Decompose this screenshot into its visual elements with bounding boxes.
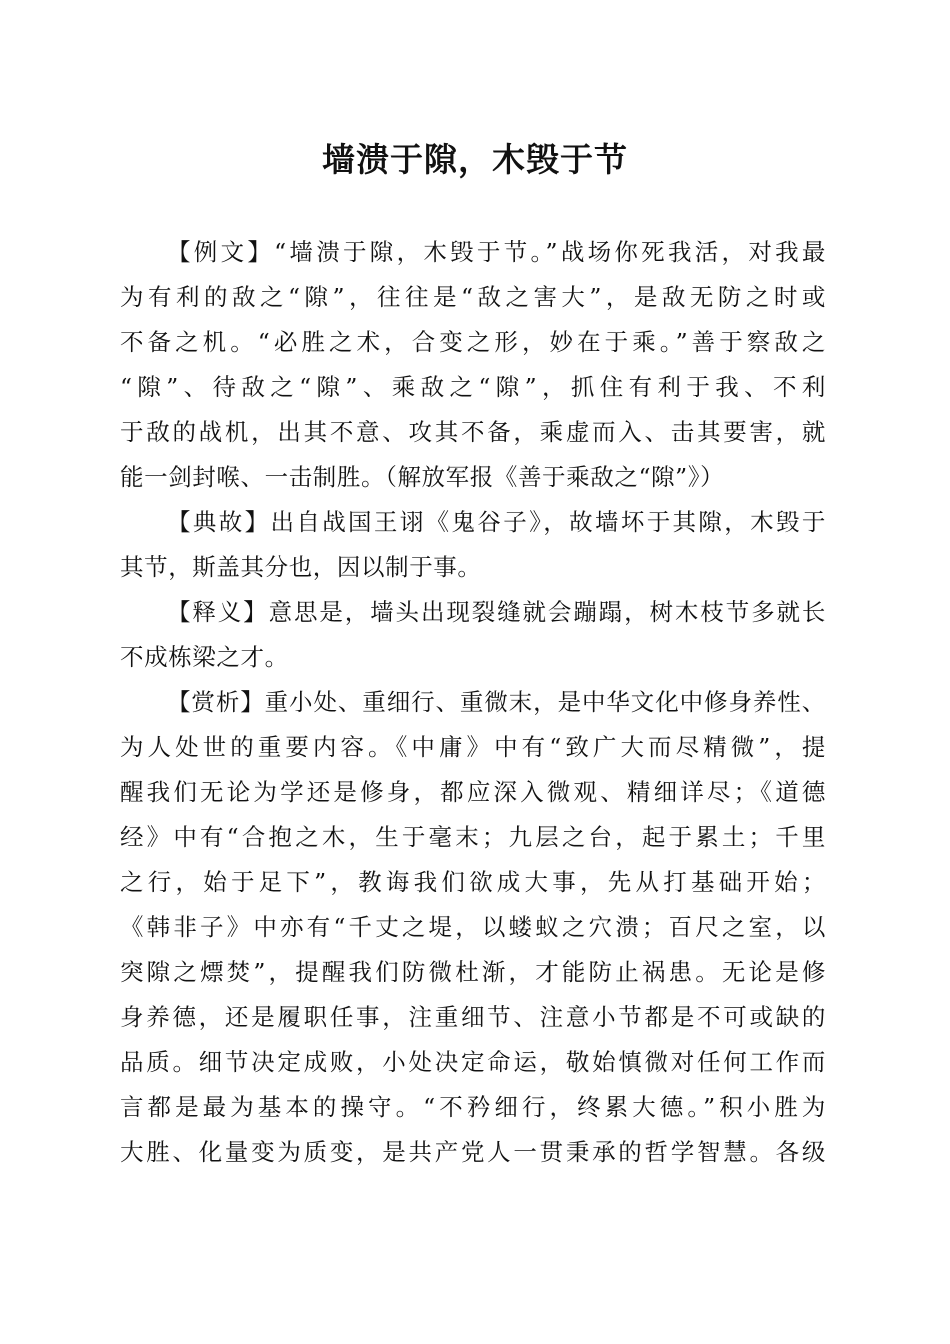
paragraph-appreciation — [120, 680, 826, 1175]
text-line: 【释义】意思是，墙头出现裂缝就会蹦蹋，树木枝节多就长 — [167, 598, 826, 626]
text-line: 【赏析】重小处、重细行、重微末，是中华文化中修身养性、 — [167, 688, 826, 716]
text-line: 之行，始于足下”，教诲我们欲成大事，先从打基础开始； — [120, 868, 826, 896]
text-line: 于敌的战机，出其不意、攻其不备，乘虚而入、击其要害，就 — [120, 418, 826, 446]
text-line: 品质。细节决定成败，小处决定命运，敬始慎微对任何工作而 — [120, 1048, 826, 1076]
text-line: “隙”、待敌之“隙”、乘敌之“隙”，抓住有利于我、不利 — [120, 373, 826, 401]
text-line: 为有利的敌之“隙”，往往是“敌之害大”，是敌无防之时或 — [120, 283, 826, 311]
text-line: 不成栋梁之才。 — [120, 643, 289, 671]
text-line: 【例文】“墙溃于隙，木毁于节。”战场你死我活，对我最 — [167, 238, 826, 266]
text-line: 醒我们无论为学还是修身，都应深入微观、精细详尽；《道德 — [120, 778, 826, 806]
document-title: 墙溃于隙，木毁于节 — [322, 140, 628, 179]
text-line: 大胜、化量变为质变，是共产党人一贯秉承的哲学智慧。各级 — [120, 1138, 826, 1166]
text-line: 其节，斯盖其分也，因以制于事。 — [120, 553, 482, 581]
paragraph-example — [120, 230, 826, 500]
text-line: 经》中有“合抱之木，生于毫末；九层之台，起于累土；千里 — [120, 823, 826, 851]
paragraph-allusion — [120, 500, 826, 590]
text-line: 身养德，还是履职任事，注重细节、注意小节都是不可或缺的 — [120, 1003, 826, 1031]
text-line: 为人处世的重要内容。《中庸》中有“致广大而尽精微”，提 — [120, 733, 826, 761]
paragraph-meaning — [120, 590, 826, 680]
text-line: 不备之机。“必胜之术，合变之形，妙在于乘。”善于察敌之 — [120, 328, 826, 356]
text-line: 言都是最为基本的操守。“不矜细行，终累大德。”积小胜为 — [120, 1093, 826, 1121]
document-body — [120, 230, 826, 1175]
text-line: 【典故】出自战国王诩《鬼谷子》，故墙坏于其隙，木毁于 — [167, 508, 826, 536]
text-line: 《韩非子》中亦有“千丈之堤，以蝼蚁之穴溃；百尺之室，以 — [120, 913, 826, 941]
text-line: 突隙之熛焚”，提醒我们防微杜渐，才能防止祸患。无论是修 — [120, 958, 826, 986]
text-line: 能一剑封喉、一击制胜。（解放军报《善于乘敌之“隙”》） — [120, 463, 725, 491]
